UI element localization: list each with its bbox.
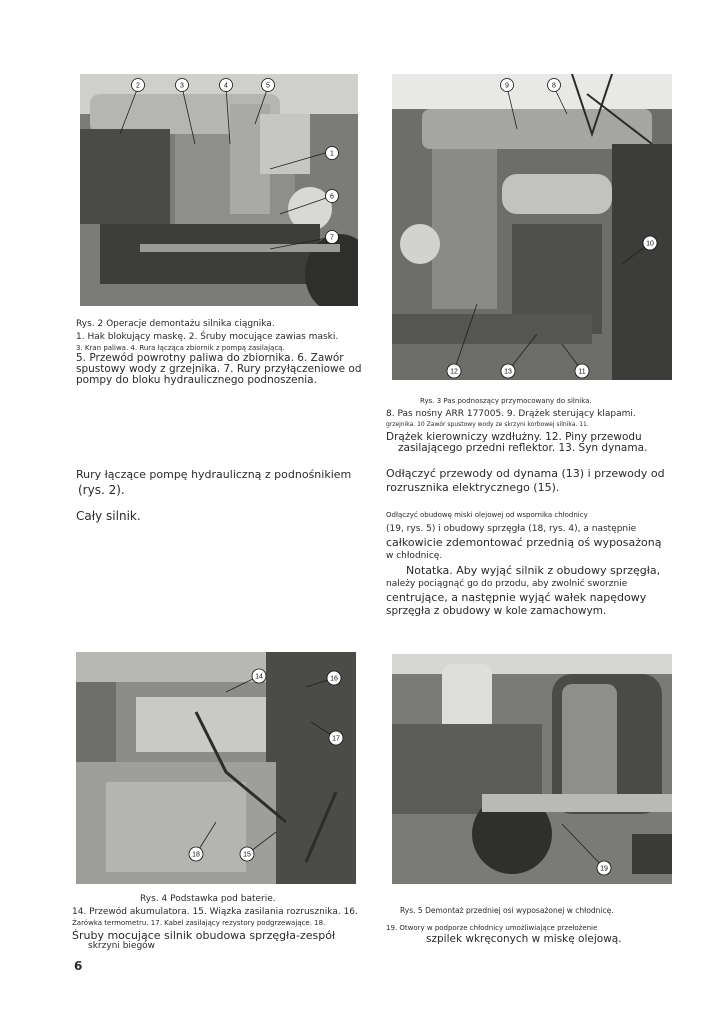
body-right-text: Odłączyć przewody od dynama (13) i przewody od (386, 467, 665, 480)
callout-13-label: 13 (504, 368, 512, 376)
figure-3-caption-line: Drążek kierowniczy wzdłużny. 12. Piny przewodu (386, 431, 642, 443)
callout-11-label: 11 (578, 368, 586, 376)
callout-15-label: 15 (243, 851, 251, 859)
body-left-text: (rys. 2). (78, 483, 125, 497)
figure-2-caption-line: 3. Kran paliwa. 4. Rura łącząca zbiornik z pompą zasilającą. (76, 344, 285, 352)
body-right-text: sprzęgła z obudowy w kole zamachowym. (386, 605, 607, 617)
figure-4-caption-line: skrzyni biegów (88, 941, 156, 951)
callout-1-label: 1 (330, 150, 334, 158)
callout-14-label: 14 (255, 673, 263, 681)
figure-2-caption-line: 5. Przewód powrotny paliwa do zbiornika. 6. Zawór (76, 352, 344, 364)
figure-3-caption-title: Rys. 3 Pas podnoszący przymocowany do silnika. (420, 397, 592, 405)
callout-18-label: 18 (192, 851, 200, 859)
callout-6-label: 6 (330, 193, 334, 201)
callout-19-label: 19 (600, 865, 608, 873)
body-right-text: centrujące, a następnie wyjąć wałek napędowy (386, 591, 647, 604)
page-number: 6 (74, 959, 83, 973)
body-left-text: Rury łączące pompę hydrauliczną z podnośnikiem (76, 468, 352, 481)
figure-5-caption-line: szpilek wkręconych w miskę olejową. (426, 933, 622, 945)
callout-9-label: 9 (505, 82, 509, 90)
callout-17-label: 17 (332, 735, 340, 743)
figure-2-engine-illustration (80, 74, 358, 306)
figure-5-caption-line: 19. Otwory w podporze chłodnicy umożliwiające przełożenie (386, 924, 598, 932)
body-right-text: w chłodnicę. (386, 551, 443, 561)
callout-5-label: 5 (266, 82, 270, 90)
body-left-heading: Cały silnik. (76, 509, 141, 523)
figure-2-caption-line: pompy do bloku hydraulicznego podnoszenia. (76, 374, 317, 386)
figure-4-caption-line: Żarówka termometru. 17. Kabel zasilający rezystory podgrzewające. 18. (72, 919, 326, 927)
body-right-note: Notatka. Aby wyjąć silnik z obudowy sprzęgła, (406, 564, 661, 577)
figure-3-caption-line: grzejnika. 10 Zawór spustowy wody ze skrzyni korbowej silnika. 11. (386, 421, 589, 428)
callout-3-label: 3 (180, 82, 184, 90)
figure-4-photo (76, 652, 356, 884)
figure-2-caption-title: Rys. 2 Operacje demontażu silnika ciągnika. (76, 319, 275, 329)
callout-4-label: 4 (224, 82, 228, 90)
body-right-text: (19, rys. 5) i obudowy sprzęgła (18, rys. 4), a następnie (386, 524, 637, 534)
body-right-text: rozrusznika elektrycznego (15). (386, 481, 560, 494)
figure-2-caption-line: 1. Hak blokujący maskę. 2. Śruby mocujące zawias maski. (76, 332, 339, 342)
body-right-text: Odłączyć obudowę miski olejowej od wspornika chłodnicy (386, 511, 588, 519)
figure-3-caption-line: zasilającego przedni reflektor. 13. Syn dynama. (398, 442, 648, 454)
figure-5-front-axle-illustration (392, 654, 672, 884)
callout-12-label: 12 (450, 368, 458, 376)
callout-8-label: 8 (552, 82, 556, 90)
figure-4-caption-line: Śruby mocujące silnik obudowa sprzęgła-zespół (72, 929, 336, 942)
figure-5-photo (392, 654, 672, 884)
figure-3-caption-line: 8. Pas nośny ARR 177005. 9. Drążek sterujący klapami. (386, 409, 636, 419)
callout-7-label: 7 (330, 234, 334, 242)
figure-3-engine-illustration (392, 74, 672, 380)
callout-2-label: 2 (136, 82, 140, 90)
figure-5-caption-title: Rys. 5 Demontaż przedniej osi wyposażonej w chłodnicę. (400, 906, 614, 915)
figure-4-battery-area-illustration (76, 652, 356, 884)
figure-2-caption-line: spustowy wody z grzejnika. 7. Rury przyłączeniowe od (76, 363, 362, 375)
figure-4-caption-title: Rys. 4 Podstawka pod baterie. (140, 894, 276, 904)
figure-3-photo (392, 74, 672, 380)
body-right-text: całkowicie zdemontować przednią oś wyposażoną (386, 536, 662, 549)
callout-16-label: 16 (330, 675, 338, 683)
figure-4-caption-line: 14. Przewód akumulatora. 15. Wiązka zasilania rozrusznika. 16. (72, 907, 358, 917)
body-right-text: należy pociągnąć go do przodu, aby zwolnić sworznie (386, 579, 628, 589)
callout-10-label: 10 (646, 240, 654, 248)
figure-2-photo (80, 74, 358, 306)
